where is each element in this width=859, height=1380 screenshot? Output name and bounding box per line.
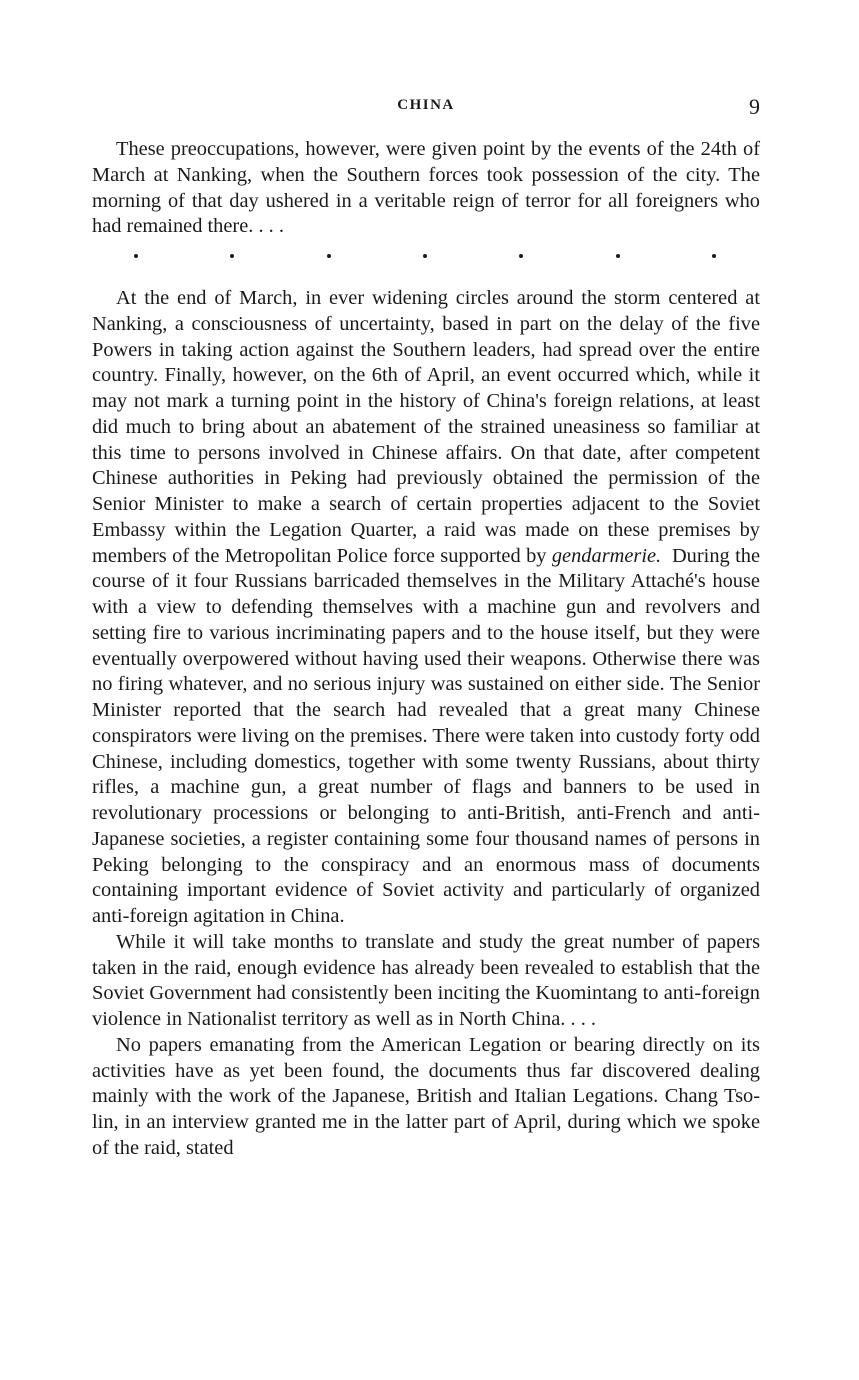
ellipsis-dot	[327, 254, 331, 258]
ellipsis-dot	[134, 254, 138, 258]
paragraph-american-legation: No papers emanating from the American Legation or bearing directly on its activities have as yet been found, the documents thus far discovered dealing mainly with the work of the Japanese, British and Italian Legations. Chang Tso-lin, in an interview granted me in the latter part of April, during which we spoke of the raid, stated	[92, 1033, 760, 1159]
paragraph-nanking-events: These preoccupations, however, were given point by the events of the 24th of March at Nanking, when the Southern forces took possession of the city. The morning of that day ushered in a veritable reign of terror for all foreigners who had remained there. . . .	[92, 138, 760, 238]
ellipsis-dot	[712, 254, 716, 258]
ellipsis-dot	[519, 254, 523, 258]
running-header	[92, 94, 760, 122]
paragraph-documents-evidence: While it will take months to translate and study the great number of papers taken in the raid, enough evidence has already been revealed to establish that the Soviet Government had consistently been inciting the Kuomintang to anti-foreign violence in Nationalist territory as well as in North China. . . .	[92, 930, 760, 1030]
raid-text-part-2: During the course of it four Russians barricaded themselves in the Military Attaché's house with a view to defending themselves with a machine gun and revolvers and setting fire to various incriminating papers and to the house itself, but they were eventually overpowered without having used their weapons. Otherwise there was no firing whatever, and no serious injury was sustained on either side. The Senior Minister reported that the search had revealed that a great many Chinese conspirators were living on the premises. There were taken into custody forty odd Chinese, including domestics, together with some twenty Russians, about thirty rifles, a machine gun, a great number of flags and banners to be used in revolutionary processions or belonging to anti-British, anti-French and anti-Japanese societies, a register containing some four thousand names of persons in Peking belonging to the conspiracy and an enormous mass of documents containing important evidence of Soviet activity and particularly of organized anti-foreign agitation in China.	[92, 544, 761, 927]
paragraph-soviet-embassy-raid	[92, 286, 760, 930]
page-number: 9	[749, 94, 760, 119]
body-text	[92, 137, 760, 1162]
italic-term: gendarmerie.	[551, 544, 662, 567]
ellipsis-dot	[423, 254, 427, 258]
ellipsis-dot	[616, 254, 620, 258]
ellipsis-dot	[230, 254, 234, 258]
running-title: CHINA	[397, 97, 455, 113]
ellipsis-section-break	[92, 240, 760, 266]
raid-text-part-1: At the end of March, in ever widening circles around the storm centered at Nanking, a consciousness of uncertainty, based in part on the delay of the five Powers in taking action against the Southern leaders, had spread over the entire country. Finally, however, on the 6th of April, an event occurred which, while it may not mark a turning point in the history of China's foreign relations, at least did much to bring about an abatement of the strained uneasiness so familiar at this time to persons involved in Chinese affairs. On that date, after competent Chinese authorities in Peking had previously obtained the permission of the Senior Minister to make a search of certain properties adjacent to the Soviet Embassy within the Legation Quarter, a raid was made on these premises by members of the Metropolitan Police force supported by	[92, 287, 760, 567]
